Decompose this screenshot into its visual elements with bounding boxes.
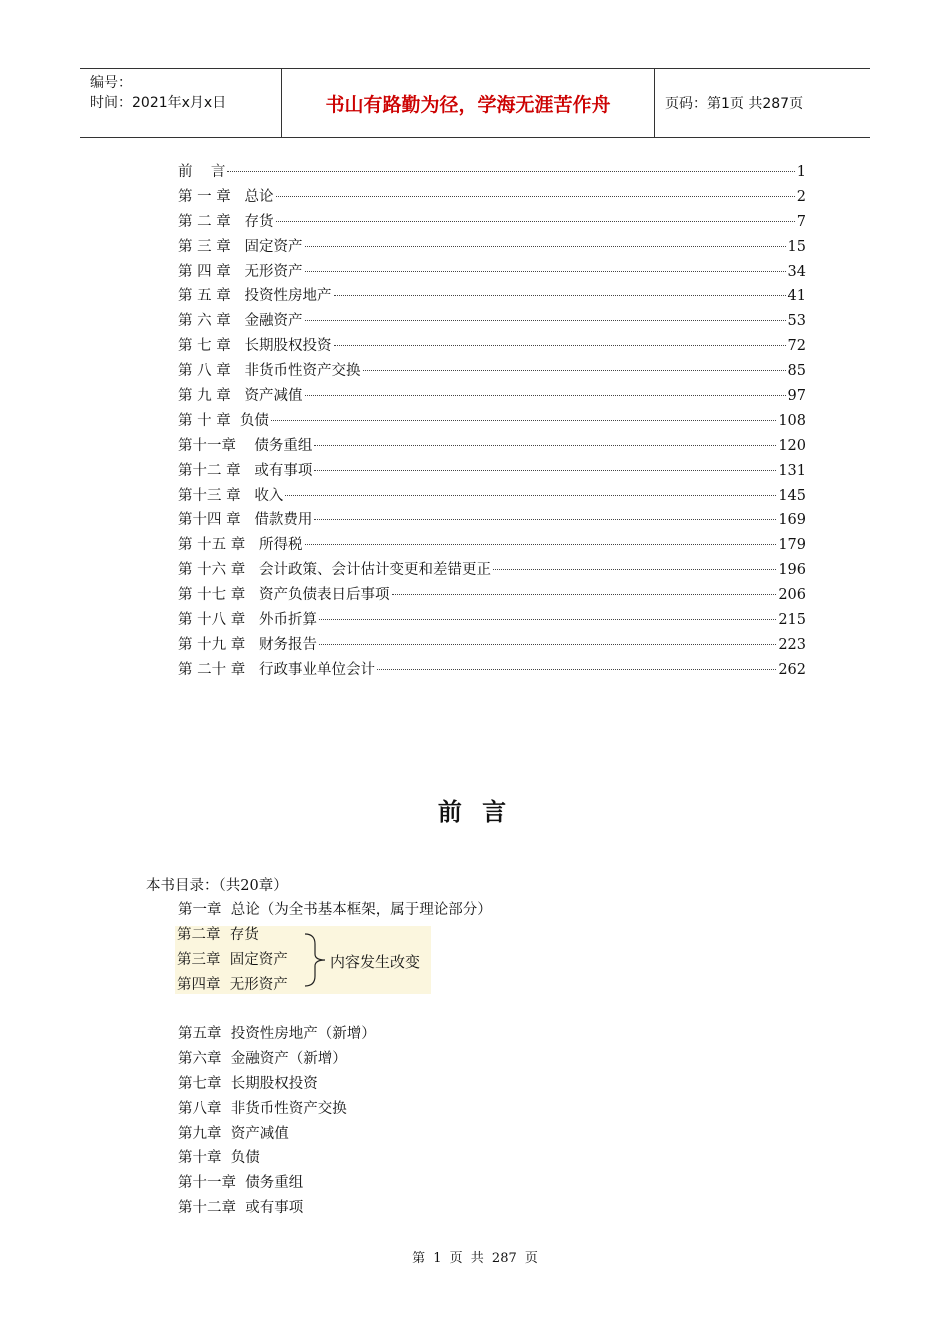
toc-entry-page: 179 (778, 537, 806, 554)
toc-entry-title: 第 十九 章 财务报告 (178, 636, 318, 653)
list-item: 第三章 固定资产 (177, 952, 288, 968)
date-label: 时间：2021年x月x日 (90, 95, 227, 111)
intro-text: 本书目录：（共20章） (146, 878, 288, 894)
toc-entry (178, 583, 806, 608)
toc-entry-title: 第十一章 债务重组 (178, 437, 313, 454)
toc-entry (178, 160, 806, 185)
toc-entry (178, 434, 806, 459)
list-item: 第四章 无形资产 (177, 977, 288, 993)
toc-entry (178, 533, 806, 558)
toc-entry (178, 508, 806, 533)
toc-entry-page: 169 (778, 512, 806, 529)
header-motto: 书山有路勤为径，学海无涯苦作舟 (282, 69, 655, 137)
brace-icon (303, 932, 331, 988)
toc-entry-page: 85 (787, 363, 806, 380)
toc-leader-dots (334, 295, 786, 296)
list-item: 第十章 负债 (178, 1150, 260, 1167)
toc-entry-page: 15 (787, 238, 806, 255)
toc-entry (178, 558, 806, 583)
header-page-info: 页码：第1页 共287页 (665, 96, 804, 112)
list-item: 第七章 长期股权投资 (178, 1075, 318, 1092)
toc-entry (178, 384, 806, 409)
chapter-list-top (178, 898, 492, 923)
toc-entry-title: 前 言 (178, 164, 226, 180)
toc-leader-dots (319, 619, 776, 620)
toc-entry-title: 第 九 章 资产减值 (178, 388, 303, 405)
toc-leader-dots (319, 644, 776, 645)
toc-entry (178, 633, 806, 658)
toc-entry-page: 7 (796, 213, 806, 230)
toc-entry-title: 第 八 章 非货币性资产交换 (178, 363, 361, 380)
toc-entry (178, 608, 806, 633)
toc-entry-page: 97 (787, 388, 806, 405)
toc-leader-dots (271, 420, 776, 421)
list-item: 第五章 投资性房地产（新增） (178, 1026, 376, 1042)
toc-entry (178, 484, 806, 509)
toc-entry-title: 第十四 章 借款费用 (178, 512, 313, 529)
toc-entry-title: 第 十八 章 外币折算 (178, 612, 318, 629)
toc-entry-page: 72 (787, 338, 806, 355)
toc-entry-page: 108 (778, 412, 806, 429)
highlight-note: 内容发生改变 (330, 953, 421, 971)
toc-entry-page: 120 (778, 437, 806, 454)
toc-entry-title: 第 二十 章 行政事业单位会计 (178, 661, 376, 678)
chapter-list (178, 1022, 376, 1221)
toc-entry (178, 185, 806, 210)
page-header (80, 68, 870, 138)
toc-leader-dots (314, 519, 776, 520)
toc-entry-title: 第 三 章 固定资产 (178, 238, 303, 255)
header-meta (80, 69, 282, 137)
list-item: 第十二章 或有事项 (178, 1200, 304, 1217)
toc-leader-dots (305, 246, 786, 247)
toc-entry (178, 409, 806, 434)
page-footer: 第 1 页 共 287 页 (412, 1251, 538, 1266)
toc-entry-page: 41 (787, 288, 806, 305)
toc-entry-page: 215 (778, 612, 806, 629)
toc-leader-dots (392, 594, 777, 595)
toc-entry-page: 34 (787, 263, 806, 280)
toc-leader-dots (314, 470, 776, 471)
toc-leader-dots (314, 445, 776, 446)
highlight-items (177, 926, 288, 1001)
toc-leader-dots (493, 569, 776, 570)
toc-leader-dots (363, 370, 786, 371)
toc-leader-dots (227, 171, 794, 172)
toc-entry-title: 第 四 章 无形资产 (178, 263, 303, 280)
toc-leader-dots (305, 544, 777, 545)
toc-entry-title: 第 十六 章 会计政策、会计估计变更和差错更正 (178, 562, 492, 579)
toc-entry-page: 2 (796, 188, 806, 205)
toc-leader-dots (377, 669, 776, 670)
toc-entry-page: 53 (787, 313, 806, 330)
toc-entry-page: 131 (778, 462, 806, 479)
toc-entry (178, 284, 806, 309)
toc-entry-page: 262 (778, 661, 806, 678)
toc-entry-page: 196 (778, 562, 806, 579)
toc-leader-dots (285, 495, 776, 496)
list-item: 第二章 存货 (177, 927, 259, 943)
toc-leader-dots (305, 320, 786, 321)
toc-entry-title: 第 五 章 投资性房地产 (178, 288, 332, 305)
toc-entry-page: 223 (778, 636, 806, 653)
list-item: 第一章 总论（为全书基本框架，属于理论部分） (178, 902, 492, 918)
toc-entry-title: 第十三 章 收入 (178, 487, 284, 504)
toc-leader-dots (276, 221, 795, 222)
toc-entry (178, 459, 806, 484)
toc-entry-title: 第 十五 章 所得税 (178, 537, 303, 554)
toc-entry-title: 第 二 章 存货 (178, 213, 274, 230)
list-item: 第九章 资产减值 (178, 1125, 289, 1142)
toc-leader-dots (305, 395, 786, 396)
toc-entry (178, 309, 806, 334)
section-title: 前 言 (437, 797, 513, 826)
toc-entry-title: 第 六 章 金融资产 (178, 313, 303, 330)
toc-entry-title: 第 十 章 负债 (178, 412, 269, 429)
toc-leader-dots (305, 271, 786, 272)
toc-entry-page: 206 (778, 587, 806, 604)
toc-entry (178, 210, 806, 235)
code-label: 编号： (90, 75, 132, 91)
toc-entry-title: 第十二 章 或有事项 (178, 462, 313, 479)
table-of-contents (178, 160, 806, 683)
toc-entry-page: 145 (778, 487, 806, 504)
list-item: 第十一章 债务重组 (178, 1175, 304, 1192)
toc-entry-title: 第 一 章 总论 (178, 188, 274, 205)
toc-entry (178, 334, 806, 359)
toc-leader-dots (334, 345, 786, 346)
toc-entry-title: 第 七 章 长期股权投资 (178, 338, 332, 355)
toc-entry (178, 658, 806, 683)
toc-entry (178, 359, 806, 384)
toc-entry-title: 第 十七 章 资产负债表日后事项 (178, 587, 390, 604)
toc-entry (178, 235, 806, 260)
list-item: 第八章 非货币性资产交换 (178, 1100, 347, 1117)
list-item: 第六章 金融资产（新增） (178, 1050, 347, 1067)
toc-entry-page: 1 (796, 164, 806, 180)
toc-entry (178, 260, 806, 285)
toc-leader-dots (276, 196, 795, 197)
